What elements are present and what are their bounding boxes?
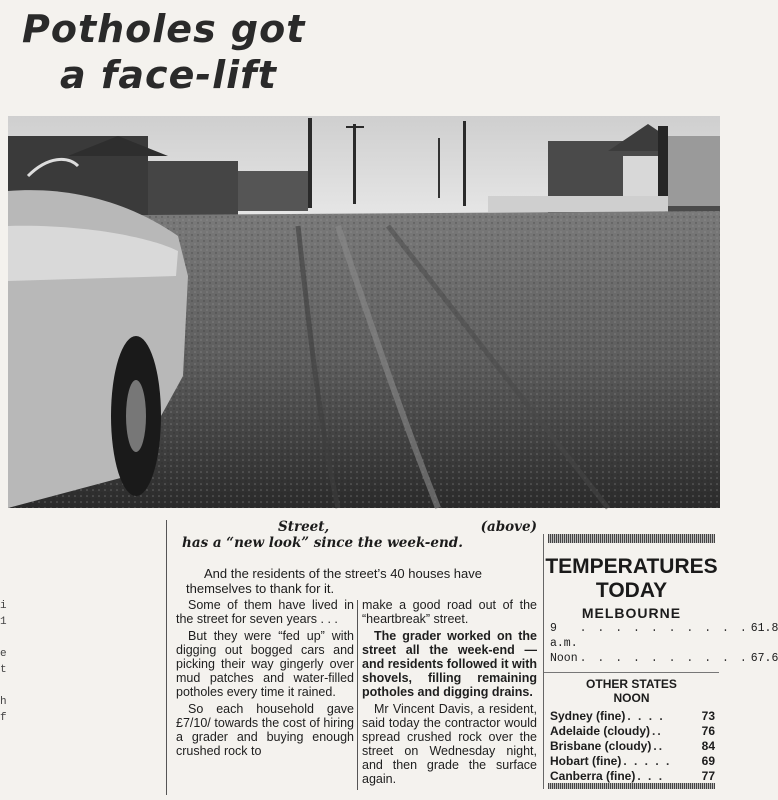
caption-above: (above) [480,519,537,535]
street-photo [8,116,720,508]
state-row [544,739,719,754]
caption-street: Street, [278,519,330,535]
row-value: 67.6 [750,652,778,665]
temperatures-title [544,555,719,603]
row-label: Noon [550,652,578,665]
column-rule-middle [357,600,358,790]
headline [22,6,305,98]
left-edge-char [0,630,14,646]
row-dots: . . . . [627,709,665,723]
left-edge-char [0,678,14,694]
caption-line-2: has a “new look” since the week-end. [182,535,463,551]
paragraph: So each household gave £7/10/ towards the cost of hiring a grader and buying enough crushed rock to [176,702,354,758]
row-value: 76 [701,724,715,738]
row-value: 69 [701,754,715,768]
city-heading: MELBOURNE [581,605,682,621]
article-column-1 [176,598,354,761]
article-column-2 [362,598,537,789]
state-row [544,709,719,724]
row-label: Brisbane (cloudy) [550,739,652,753]
row-label: 9 a.m. [550,622,578,650]
melbourne-row [544,651,778,666]
melbourne-row [544,621,778,651]
left-edge-char: i [0,600,7,612]
row-dots: . . . [637,769,665,783]
box-bottom-stripe [548,783,715,789]
left-edge-char: h [0,696,7,708]
left-edge-char: t [0,664,7,676]
temperatures-box [543,534,778,789]
paragraph: But they were “fed up” with digging out bogged cars and picking their way gingerly over mud patches and water-filled potholes every time it rained. [176,629,354,699]
left-edge-char: 1 [0,616,7,628]
paragraph: Mr Vincent Davis, a resident, said today the contractor would spread crushed rock over the street on Wednesday night, and then grade the surface again. [362,702,537,786]
left-edge-char: f [0,712,7,724]
headline-line-2: a face-lift [60,53,277,97]
title-line-1: TEMPERATURES [545,555,718,578]
row-dots: . . . . . [623,754,672,768]
state-row [544,769,719,784]
row-label: Canberra (fine) [550,769,636,783]
photo-caption [182,519,537,551]
street-photo-image [8,116,720,508]
other-states-heading [544,672,719,705]
row-dots: . . . . . . . . . . [579,622,749,635]
paragraph: make a good road out of the “heartbreak” street. [362,598,537,626]
row-dots: .. [652,724,663,738]
title-line-2: TODAY [595,579,668,602]
paragraph: The grader worked on the street all the week-end — and residents followed it with shovels, filling remaining potholes and digging drains. [362,629,538,699]
column-rule-left [166,520,167,795]
row-label: Hobart (fine) [550,754,622,768]
left-edge-char: e [0,648,7,660]
state-row [544,724,719,739]
article-lede: And the residents of the street’s 40 houses have themselves to thank for it. [186,566,482,596]
other-states-line-2: NOON [613,691,650,705]
row-value: 73 [701,709,715,723]
row-label: Sydney (fine) [550,709,626,723]
headline-line-1: Potholes got [22,7,306,51]
row-value: 61.8 [750,622,778,635]
left-edge-clipped-text [0,598,14,726]
row-dots: .. [653,739,665,753]
row-value: 84 [701,739,715,753]
row-label: Adelaide (cloudy) [550,724,651,738]
row-dots: . . . . . . . . . . [579,652,749,665]
row-value: 77 [701,769,715,783]
paragraph: Some of them have lived in the street for seven years . . . [176,598,354,626]
box-top-stripe [548,534,715,543]
other-states-line-1: OTHER STATES [586,677,677,691]
state-row [544,754,719,769]
